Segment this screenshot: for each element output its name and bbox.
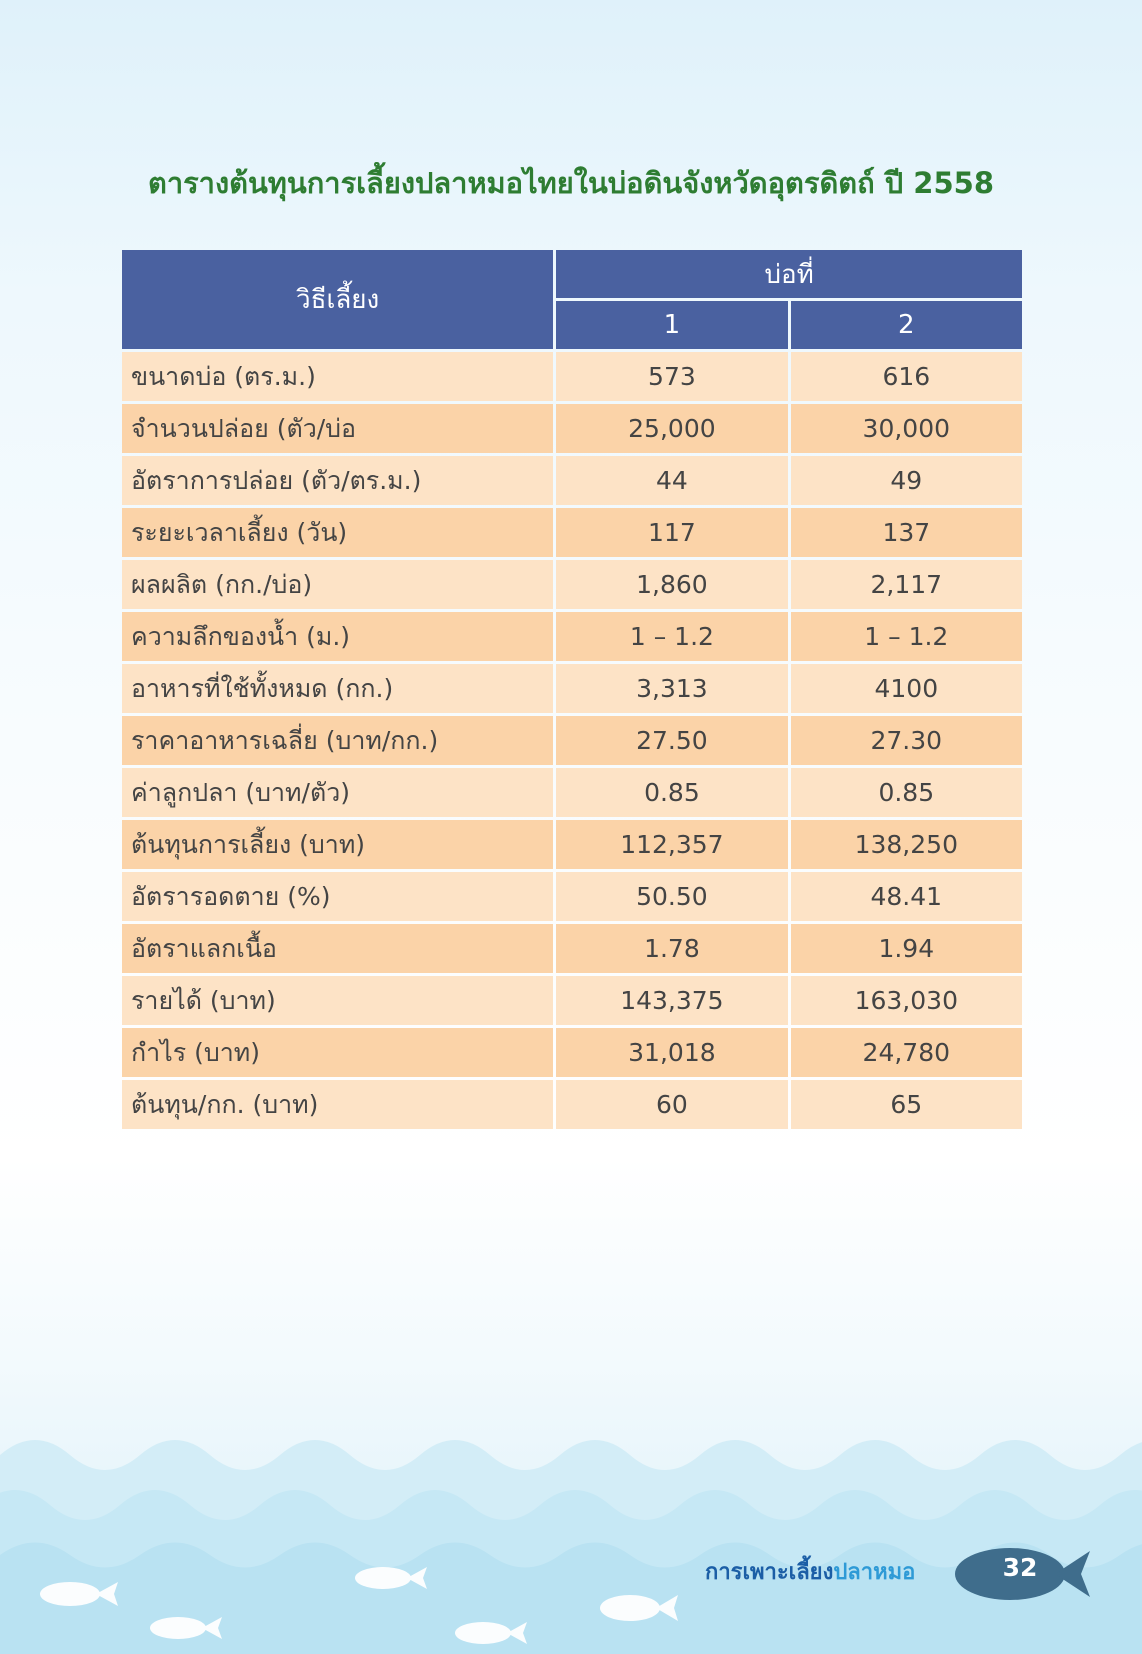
pond-1-value: 143,375 [556,976,787,1025]
pond-2-value: 138,250 [791,820,1022,869]
pond-2-value: 1.94 [791,924,1022,973]
book-title [705,1554,915,1589]
table-row [122,1080,1022,1129]
table-row [122,872,1022,921]
header-method: วิธีเลี้ยง [122,250,553,349]
table-row [122,820,1022,869]
page-number: 32 [1002,1553,1038,1582]
pond-2-value: 2,117 [791,560,1022,609]
row-label: ราคาอาหารเฉลี่ย (บาท/กก.) [122,716,553,765]
row-label: ค่าลูกปลา (บาท/ตัว) [122,768,553,817]
book-title-part2: ปลาหมอ [833,1560,916,1585]
pond-2-value: 30,000 [791,404,1022,453]
row-label: ผลผลิต (กก./บ่อ) [122,560,553,609]
table-row [122,456,1022,505]
table-row [122,352,1022,401]
pond-2-value: 137 [791,508,1022,557]
row-label: ต้นทุน/กก. (บาท) [122,1080,553,1129]
pond-2-value: 65 [791,1080,1022,1129]
table-row [122,924,1022,973]
row-label: รายได้ (บาท) [122,976,553,1025]
cost-table [119,247,1025,1132]
row-label: อัตราการปล่อย (ตัว/ตร.ม.) [122,456,553,505]
table-row [122,716,1022,765]
page-title: ตารางต้นทุนการเลี้ยงปลาหมอไทยในบ่อดินจังหวัดอุตรดิตถ์ ปี 2558 [147,166,994,200]
pond-1-value: 0.85 [556,768,787,817]
row-label: อัตราแลกเนื้อ [122,924,553,973]
pond-2-value: 48.41 [791,872,1022,921]
pond-1-value: 1 – 1.2 [556,612,787,661]
table-row [122,560,1022,609]
row-label: ระยะเวลาเลี้ยง (วัน) [122,508,553,557]
row-label: อัตรารอดตาย (%) [122,872,553,921]
header-pond-1: 1 [556,301,787,349]
row-label: ขนาดบ่อ (ตร.ม.) [122,352,553,401]
pond-1-value: 3,313 [556,664,787,713]
pond-2-value: 49 [791,456,1022,505]
header-pond-2: 2 [791,301,1022,349]
pond-2-value: 1 – 1.2 [791,612,1022,661]
table-row [122,404,1022,453]
pond-2-value: 616 [791,352,1022,401]
table-row [122,612,1022,661]
pond-1-value: 117 [556,508,787,557]
table-row [122,976,1022,1025]
pond-1-value: 44 [556,456,787,505]
row-label: อาหารที่ใช้ทั้งหมด (กก.) [122,664,553,713]
pond-2-value: 4100 [791,664,1022,713]
pond-1-value: 573 [556,352,787,401]
wave-decoration [0,1425,1142,1654]
row-label: กำไร (บาท) [122,1028,553,1077]
book-title-part1: การเพาะเลี้ยง [705,1560,834,1585]
pond-1-value: 112,357 [556,820,787,869]
row-label: จำนวนปล่อย (ตัว/บ่อ [122,404,553,453]
table-body [122,352,1022,1129]
pond-1-value: 27.50 [556,716,787,765]
pond-2-value: 163,030 [791,976,1022,1025]
table-row [122,508,1022,557]
table-row [122,768,1022,817]
pond-2-value: 0.85 [791,768,1022,817]
table-row [122,664,1022,713]
pond-2-value: 27.30 [791,716,1022,765]
pond-1-value: 50.50 [556,872,787,921]
header-pond: บ่อที่ [556,250,1022,298]
row-label: ความลึกของน้ำ (ม.) [122,612,553,661]
row-label: ต้นทุนการเลี้ยง (บาท) [122,820,553,869]
pond-1-value: 1,860 [556,560,787,609]
pond-1-value: 60 [556,1080,787,1129]
table-header [122,250,1022,349]
table-row [122,1028,1022,1077]
pond-1-value: 31,018 [556,1028,787,1077]
pond-1-value: 25,000 [556,404,787,453]
pond-2-value: 24,780 [791,1028,1022,1077]
pond-1-value: 1.78 [556,924,787,973]
